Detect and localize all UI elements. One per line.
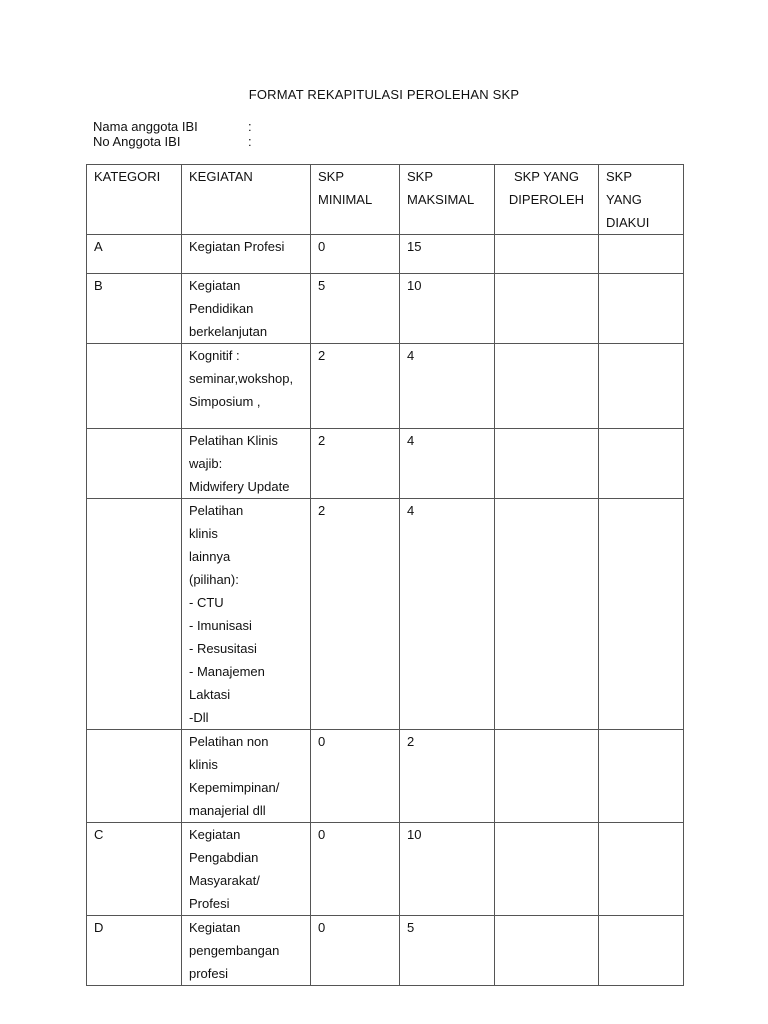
cell-diakui[interactable]: [599, 235, 684, 274]
table-row: [87, 429, 684, 499]
cell-maksimal: 15: [400, 235, 495, 274]
member-name-label: Nama anggota IBI: [93, 119, 198, 134]
header-skp-diperoleh: SKP YANG DIPEROLEH: [495, 165, 599, 235]
table-row: [87, 274, 684, 344]
cell-kategori: [87, 344, 182, 429]
cell-minimal: 2: [311, 499, 400, 730]
cell-minimal: 0: [311, 730, 400, 823]
cell-diperoleh[interactable]: [495, 916, 599, 986]
cell-kegiatan: Pelatihan non klinis Kepemimpinan/ manajerial dll: [182, 730, 311, 823]
cell-maksimal: 4: [400, 429, 495, 499]
cell-diakui[interactable]: [599, 429, 684, 499]
member-name-colon: :: [248, 119, 252, 134]
table-row: [87, 499, 684, 730]
member-name-row: [93, 119, 258, 134]
cell-minimal: 2: [311, 429, 400, 499]
member-info: [93, 119, 258, 149]
cell-kegiatan: Kegiatan Profesi: [182, 235, 311, 274]
cell-diakui[interactable]: [599, 499, 684, 730]
cell-kegiatan: Kegiatan pengembangan profesi: [182, 916, 311, 986]
cell-kegiatan: Kognitif : seminar,wokshop, Simposium ,: [182, 344, 311, 429]
cell-maksimal: 10: [400, 274, 495, 344]
cell-diperoleh[interactable]: [495, 235, 599, 274]
cell-maksimal: 10: [400, 823, 495, 916]
header-kategori: KATEGORI: [87, 165, 182, 235]
cell-kategori: [87, 429, 182, 499]
cell-diperoleh[interactable]: [495, 823, 599, 916]
cell-maksimal: 4: [400, 499, 495, 730]
cell-kategori: B: [87, 274, 182, 344]
cell-kegiatan: Pelatihan klinis lainnya (pilihan): - CTU - Imunisasi - Resusitasi - Manajemen Laktasi -Dll: [182, 499, 311, 730]
cell-diakui[interactable]: [599, 344, 684, 429]
cell-minimal: 5: [311, 274, 400, 344]
cell-kategori: [87, 730, 182, 823]
header-skp-maksimal: SKP MAKSIMAL: [400, 165, 495, 235]
cell-kategori: C: [87, 823, 182, 916]
cell-minimal: 0: [311, 235, 400, 274]
cell-diakui[interactable]: [599, 823, 684, 916]
cell-kategori: A: [87, 235, 182, 274]
cell-diakui[interactable]: [599, 730, 684, 823]
header-skp-diakui: SKP YANG DIAKUI: [599, 165, 684, 235]
table-row: [87, 344, 684, 429]
cell-kegiatan: Kegiatan Pengabdian Masyarakat/ Profesi: [182, 823, 311, 916]
member-number-colon: :: [248, 134, 252, 149]
cell-diakui[interactable]: [599, 916, 684, 986]
table-row: [87, 823, 684, 916]
document-title: FORMAT REKAPITULASI PEROLEHAN SKP: [248, 87, 520, 102]
cell-kategori: [87, 499, 182, 730]
member-number-label: No Anggota IBI: [93, 134, 181, 149]
cell-minimal: 0: [311, 916, 400, 986]
table-row: [87, 730, 684, 823]
cell-kegiatan: Kegiatan Pendidikan berkelanjutan: [182, 274, 311, 344]
header-skp-minimal: SKP MINIMAL: [311, 165, 400, 235]
table-row: [87, 916, 684, 986]
cell-diakui[interactable]: [599, 274, 684, 344]
cell-kategori: D: [87, 916, 182, 986]
cell-diperoleh[interactable]: [495, 274, 599, 344]
cell-maksimal: 2: [400, 730, 495, 823]
header-kegiatan: KEGIATAN: [182, 165, 311, 235]
cell-maksimal: 5: [400, 916, 495, 986]
cell-diperoleh[interactable]: [495, 499, 599, 730]
member-number-row: [93, 134, 258, 149]
cell-diperoleh[interactable]: [495, 730, 599, 823]
cell-kegiatan: Pelatihan Klinis wajib: Midwifery Update: [182, 429, 311, 499]
cell-maksimal: 4: [400, 344, 495, 429]
skp-recap-table: [86, 164, 684, 986]
cell-minimal: 2: [311, 344, 400, 429]
cell-minimal: 0: [311, 823, 400, 916]
table-header-row: [87, 165, 684, 235]
cell-diperoleh[interactable]: [495, 344, 599, 429]
table-row: [87, 235, 684, 274]
cell-diperoleh[interactable]: [495, 429, 599, 499]
